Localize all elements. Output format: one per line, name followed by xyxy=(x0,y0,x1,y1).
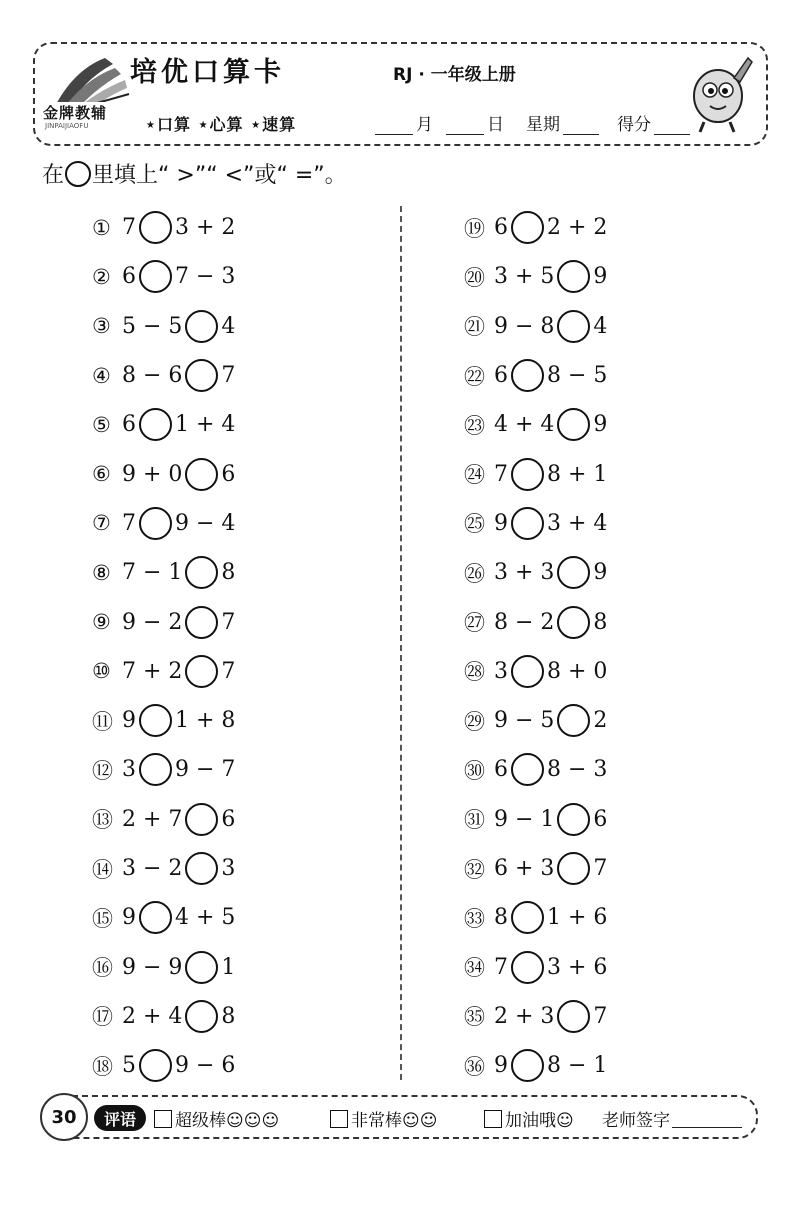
problem-number: ㉘ xyxy=(464,660,485,685)
problem-number: ⑥ xyxy=(92,462,111,487)
right-expression: 7 xyxy=(221,609,236,635)
left-expression: 2 + 3 xyxy=(494,1003,555,1029)
left-expression: 9 xyxy=(122,708,136,734)
comment-badge: 评语 xyxy=(94,1105,146,1131)
option-label: 加油哦☺ xyxy=(505,1111,574,1131)
answer-circle[interactable] xyxy=(511,507,544,540)
problem-row xyxy=(464,745,607,794)
logo-subtext: JINPAIJIAOFU xyxy=(45,122,89,130)
left-expression: 6 + 3 xyxy=(494,856,555,881)
left-expression: 7 + 2 xyxy=(122,658,183,684)
answer-circle[interactable] xyxy=(185,852,218,885)
problem-row xyxy=(464,449,607,498)
left-expression: 9 − 9 xyxy=(122,954,183,980)
right-expression: 7 xyxy=(221,363,236,389)
instruction-after: 里填上“ >”“ <”或“ =”。 xyxy=(92,163,347,188)
answer-circle[interactable] xyxy=(185,655,218,688)
header-card xyxy=(33,42,768,146)
right-expression: 8 − 3 xyxy=(547,757,608,783)
answer-circle[interactable] xyxy=(139,753,172,786)
answer-circle[interactable] xyxy=(185,359,218,392)
problem-number: ㉜ xyxy=(464,857,485,882)
right-expression: 3 xyxy=(221,856,236,881)
problem-row xyxy=(92,893,235,942)
problem-number: ㉟ xyxy=(464,1005,485,1030)
problem-number: ㉛ xyxy=(464,808,485,833)
answer-circle[interactable] xyxy=(139,901,172,934)
left-expression: 3 + 3 xyxy=(494,560,555,586)
problem-number: ⑮ xyxy=(92,906,113,931)
checkbox[interactable] xyxy=(484,1110,502,1128)
answer-circle[interactable] xyxy=(185,556,218,589)
weekday-label: 星期 xyxy=(526,115,560,135)
answer-circle[interactable] xyxy=(511,753,544,786)
logo-text: 金牌教辅 xyxy=(43,104,108,122)
problem-row xyxy=(92,597,235,646)
left-expression: 9 − 2 xyxy=(122,609,183,635)
left-expression: 7 xyxy=(122,215,136,241)
problem-number: ㉔ xyxy=(464,463,485,488)
checkbox[interactable] xyxy=(154,1110,172,1128)
left-expression: 7 xyxy=(494,461,508,487)
left-expression: 8 − 6 xyxy=(122,363,183,389)
problem-row xyxy=(464,351,607,400)
answer-circle[interactable] xyxy=(557,852,590,885)
day-blank[interactable] xyxy=(446,118,484,135)
left-expression: 3 − 2 xyxy=(122,856,183,881)
problem-row xyxy=(464,795,607,844)
problem-row xyxy=(464,302,607,351)
problem-row xyxy=(92,745,235,794)
option-very-good[interactable] xyxy=(330,1106,437,1131)
left-expression: 3 xyxy=(122,757,136,783)
month-label: 月 xyxy=(416,115,433,135)
left-expression: 9 − 1 xyxy=(494,806,555,832)
answer-circle[interactable] xyxy=(557,803,590,836)
signature-line[interactable] xyxy=(672,1109,742,1128)
problem-number: ⑨ xyxy=(92,610,111,635)
checkbox[interactable] xyxy=(330,1110,348,1128)
right-expression: 8 − 5 xyxy=(547,363,608,389)
left-expression: 4 + 4 xyxy=(494,412,555,438)
problem-number: ② xyxy=(92,264,111,289)
right-expression: 2 xyxy=(593,708,608,734)
answer-circle[interactable] xyxy=(557,704,590,737)
problem-row xyxy=(92,992,235,1041)
right-expression: 1 + 6 xyxy=(547,905,608,931)
left-expression: 8 xyxy=(494,905,508,931)
left-expression: 7 xyxy=(122,510,136,536)
option-super[interactable] xyxy=(154,1106,279,1131)
left-expression: 3 + 5 xyxy=(494,264,555,290)
star-icon: ★ xyxy=(251,120,262,131)
option-label: 超级棒☺☺☺ xyxy=(175,1111,280,1131)
problem-column-right xyxy=(464,203,607,1090)
right-expression: 9 xyxy=(593,412,608,438)
right-expression: 9 − 7 xyxy=(175,757,236,783)
problem-row xyxy=(92,795,235,844)
answer-circle[interactable] xyxy=(557,260,590,293)
left-expression: 9 xyxy=(494,1053,508,1079)
right-expression: 7 xyxy=(593,856,608,881)
right-expression: 1 xyxy=(221,954,236,980)
answer-circle[interactable] xyxy=(557,1000,590,1033)
right-expression: 3 + 4 xyxy=(547,510,608,536)
right-expression: 8 xyxy=(593,609,608,635)
left-expression: 5 xyxy=(122,1053,136,1079)
left-expression: 6 xyxy=(122,264,136,290)
right-expression: 8 xyxy=(221,560,236,586)
problem-number: ㉗ xyxy=(464,611,485,636)
right-expression: 9 xyxy=(593,264,608,290)
right-expression: 6 xyxy=(593,806,608,832)
problem-row xyxy=(92,449,235,498)
problem-row xyxy=(92,1041,235,1090)
left-expression: 2 + 4 xyxy=(122,1003,183,1029)
answer-circle[interactable] xyxy=(511,951,544,984)
problem-number: ⑤ xyxy=(92,412,111,437)
right-expression: 4 xyxy=(593,313,608,339)
problem-number: ⑱ xyxy=(92,1054,113,1079)
problem-row xyxy=(92,351,235,400)
answer-circle[interactable] xyxy=(511,458,544,491)
problem-number: ④ xyxy=(92,363,111,388)
problem-row xyxy=(92,696,235,745)
problem-number: ① xyxy=(92,215,111,240)
right-expression: 6 xyxy=(221,806,236,832)
problem-number: ㉖ xyxy=(464,561,485,586)
left-expression: 5 − 5 xyxy=(122,313,183,339)
answer-circle[interactable] xyxy=(557,606,590,639)
problem-row xyxy=(92,302,235,351)
problem-number: ⑰ xyxy=(92,1005,113,1030)
problem-row xyxy=(464,252,607,301)
instruction xyxy=(42,158,347,189)
answer-circle[interactable] xyxy=(185,951,218,984)
right-expression: 8 − 1 xyxy=(547,1053,608,1079)
left-expression: 7 xyxy=(494,954,508,980)
problem-row xyxy=(92,942,235,991)
instruction-before: 在 xyxy=(42,163,65,188)
problem-row xyxy=(464,400,607,449)
problem-number: ㉚ xyxy=(464,758,485,783)
left-expression: 6 xyxy=(494,757,508,783)
problem-row xyxy=(92,548,235,597)
problem-number: ㉑ xyxy=(464,315,485,340)
answer-circle[interactable] xyxy=(185,1000,218,1033)
right-expression: 6 xyxy=(221,461,236,487)
star-icon: ★ xyxy=(146,120,156,131)
left-expression: 7 − 1 xyxy=(122,560,183,586)
problem-number: ㉓ xyxy=(464,413,485,438)
problem-row xyxy=(464,942,607,991)
left-expression: 9 − 8 xyxy=(494,313,555,339)
signature-label: 老师签字 xyxy=(602,1111,670,1131)
left-expression: 2 + 7 xyxy=(122,806,183,832)
left-expression: 6 xyxy=(494,215,508,241)
right-expression: 1 + 8 xyxy=(175,708,236,734)
problem-row xyxy=(464,597,607,646)
right-expression: 7 − 3 xyxy=(175,264,236,290)
problem-number: ㉙ xyxy=(464,709,485,734)
comment-footer xyxy=(42,1095,758,1139)
right-expression: 7 xyxy=(221,658,236,684)
answer-circle[interactable] xyxy=(511,211,544,244)
page-title: 培优口算卡 xyxy=(130,57,285,88)
answer-circle[interactable] xyxy=(185,803,218,836)
problem-number: ⑯ xyxy=(92,956,113,981)
problem-number: ⑫ xyxy=(92,758,113,783)
month-blank[interactable] xyxy=(375,118,413,135)
problem-row xyxy=(464,696,607,745)
problem-column-left xyxy=(92,203,235,1090)
right-expression: 9 xyxy=(593,560,608,586)
problem-number: ㉞ xyxy=(464,956,485,981)
problem-row xyxy=(464,499,607,548)
answer-circle[interactable] xyxy=(511,359,544,392)
problem-number: ⑧ xyxy=(92,560,111,585)
right-expression: 8 + 0 xyxy=(547,658,608,684)
left-expression: 9 xyxy=(494,510,508,536)
subtitle-item: 心算 xyxy=(209,115,244,134)
left-expression: 6 xyxy=(494,363,508,389)
subtitle-item: 口算 xyxy=(156,115,191,134)
problem-row xyxy=(464,1041,607,1090)
subtitle xyxy=(145,112,296,135)
right-expression: 4 xyxy=(221,313,236,339)
left-expression: 3 xyxy=(494,658,508,684)
problem-row xyxy=(464,893,607,942)
problem-row xyxy=(464,203,607,252)
weekday-blank[interactable] xyxy=(563,118,599,135)
problem-row xyxy=(92,252,235,301)
right-expression: 2 + 2 xyxy=(547,215,608,241)
problem-row xyxy=(92,647,235,696)
problem-number: ⑩ xyxy=(92,659,111,684)
problem-row xyxy=(92,400,235,449)
answer-circle[interactable] xyxy=(511,901,544,934)
problem-row xyxy=(92,203,235,252)
right-expression: 1 + 4 xyxy=(175,412,236,438)
answer-circle[interactable] xyxy=(139,507,172,540)
right-expression: 7 xyxy=(593,1003,608,1029)
left-expression: 9 xyxy=(122,905,136,931)
left-expression: 9 + 0 xyxy=(122,461,183,487)
subtitle-item: 速算 xyxy=(262,115,297,134)
answer-circle[interactable] xyxy=(185,310,218,343)
star-icon: ★ xyxy=(198,120,209,131)
column-divider xyxy=(400,206,402,1080)
right-expression: 3 + 2 xyxy=(175,215,236,241)
option-label: 非常棒☺☺ xyxy=(351,1111,438,1131)
circle-icon xyxy=(65,161,91,187)
answer-circle[interactable] xyxy=(139,211,172,244)
page-number: 30 xyxy=(40,1093,88,1141)
left-expression: 6 xyxy=(122,412,136,438)
problem-row xyxy=(464,992,607,1041)
problem-number: ⑭ xyxy=(92,857,113,882)
right-expression: 8 + 1 xyxy=(547,461,608,487)
problem-number: ⑦ xyxy=(92,511,111,536)
problem-number: ③ xyxy=(92,314,111,339)
answer-circle[interactable] xyxy=(139,408,172,441)
left-expression: 8 − 2 xyxy=(494,609,555,635)
answer-circle[interactable] xyxy=(139,1049,172,1082)
date-score-row xyxy=(372,110,693,135)
answer-circle[interactable] xyxy=(511,1049,544,1082)
grade-label: RJ · 一年级上册 xyxy=(393,65,516,85)
problem-number: ㊱ xyxy=(464,1054,485,1079)
day-label: 日 xyxy=(487,115,504,135)
right-expression: 9 − 6 xyxy=(175,1053,236,1079)
problem-number: ㉕ xyxy=(464,512,485,537)
problem-row xyxy=(92,844,235,893)
problem-number: ⑲ xyxy=(464,216,485,241)
option-keep-going[interactable] xyxy=(484,1106,574,1131)
problem-row xyxy=(464,548,607,597)
mascot-icon xyxy=(684,50,756,134)
answer-circle[interactable] xyxy=(139,704,172,737)
answer-circle[interactable] xyxy=(557,310,590,343)
answer-circle[interactable] xyxy=(139,260,172,293)
answer-circle[interactable] xyxy=(557,556,590,589)
right-expression: 8 xyxy=(221,1003,236,1029)
problem-number: ㉝ xyxy=(464,906,485,931)
problem-row xyxy=(464,647,607,696)
score-label: 得分 xyxy=(617,115,651,135)
problem-row xyxy=(464,844,607,893)
right-expression: 4 + 5 xyxy=(175,905,236,931)
answer-circle[interactable] xyxy=(185,458,218,491)
problem-number: ⑬ xyxy=(92,808,113,833)
right-expression: 9 − 4 xyxy=(175,510,236,536)
problem-number: ⑪ xyxy=(92,709,113,734)
left-expression: 9 − 5 xyxy=(494,708,555,734)
problem-number: ㉒ xyxy=(464,364,485,389)
right-expression: 3 + 6 xyxy=(547,954,608,980)
problem-number: ⑳ xyxy=(464,265,485,290)
teacher-signature xyxy=(602,1106,742,1131)
problem-row xyxy=(92,499,235,548)
answer-circle[interactable] xyxy=(557,408,590,441)
answer-circle[interactable] xyxy=(185,606,218,639)
answer-circle[interactable] xyxy=(511,655,544,688)
